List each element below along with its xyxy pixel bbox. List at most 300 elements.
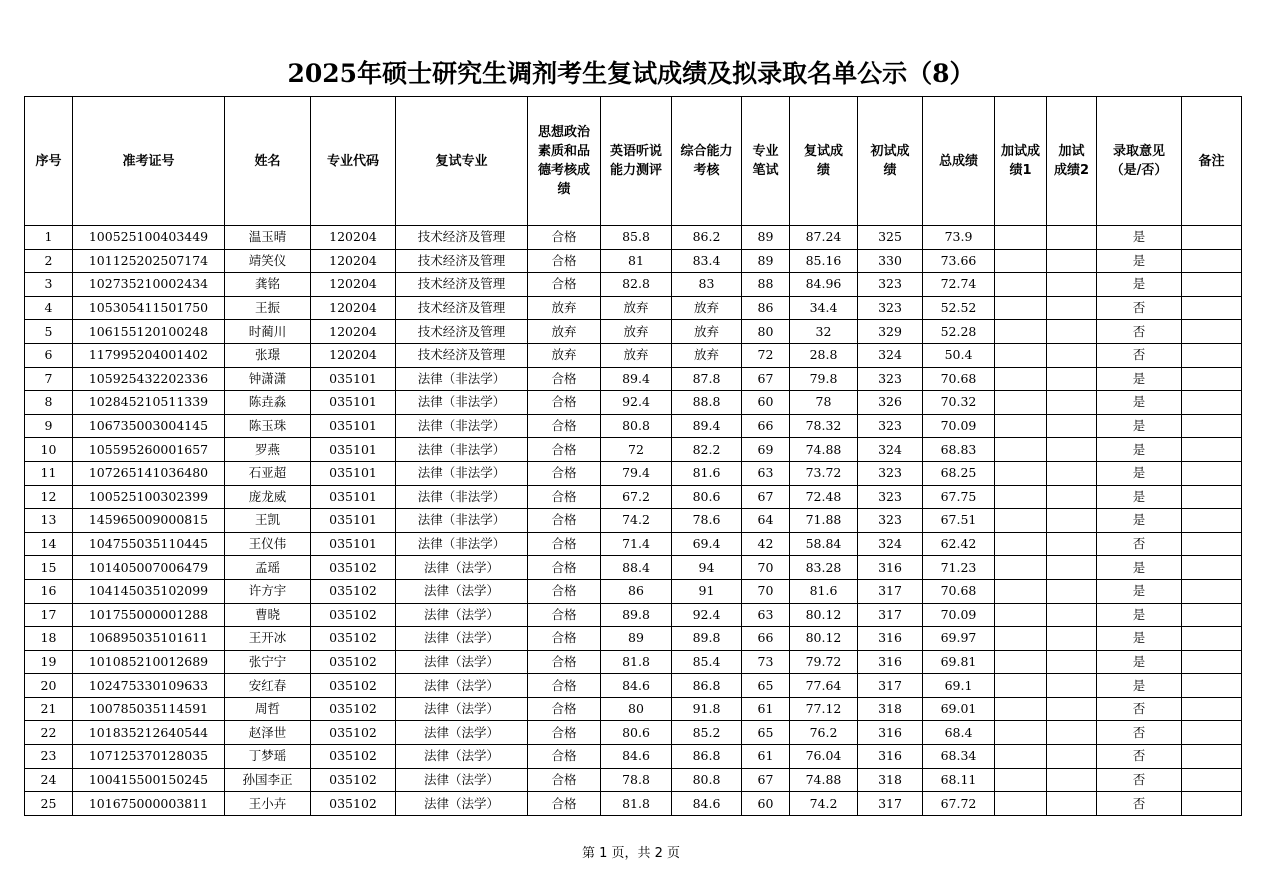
header-bonus2: 加试成绩2	[1047, 97, 1097, 226]
cell-ideology: 合格	[528, 367, 601, 391]
page-footer: 第 1 页，共 2 页	[581, 846, 681, 861]
cell-total: 67.51	[923, 509, 995, 533]
cell-english: 89.4	[601, 367, 672, 391]
table-row	[25, 532, 1242, 556]
cell-english: 80	[601, 697, 672, 721]
cell-remark	[1182, 627, 1242, 651]
cell-retest: 73.72	[790, 461, 858, 485]
cell-initial: 325	[858, 226, 923, 250]
cell-decision: 是	[1097, 438, 1182, 462]
cell-initial: 317	[858, 792, 923, 816]
cell-retest: 80.12	[790, 627, 858, 651]
cell-name: 钟潇潇	[225, 367, 311, 391]
cell-written: 89	[742, 249, 790, 273]
cell-exam-no: 106735003004145	[73, 414, 225, 438]
cell-bonus2	[1047, 697, 1097, 721]
cell-written: 64	[742, 509, 790, 533]
cell-comprehensive: 86.8	[672, 674, 742, 698]
cell-bonus2	[1047, 461, 1097, 485]
cell-major: 技术经济及管理	[396, 343, 528, 367]
cell-initial: 318	[858, 697, 923, 721]
cell-major: 技术经济及管理	[396, 226, 528, 250]
cell-initial: 323	[858, 414, 923, 438]
cell-major: 法律（法学）	[396, 697, 528, 721]
cell-major-code: 035101	[311, 438, 396, 462]
header-written: 专业笔试	[742, 97, 790, 226]
cell-total: 67.75	[923, 485, 995, 509]
cell-major-code: 035102	[311, 768, 396, 792]
cell-retest: 72.48	[790, 485, 858, 509]
cell-ideology: 合格	[528, 721, 601, 745]
cell-initial: 317	[858, 579, 923, 603]
cell-decision: 是	[1097, 391, 1182, 415]
cell-exam-no: 101835212640544	[73, 721, 225, 745]
cell-seq: 4	[25, 296, 73, 320]
cell-major: 法律（法学）	[396, 650, 528, 674]
cell-decision: 是	[1097, 650, 1182, 674]
cell-name: 王小卉	[225, 792, 311, 816]
table-row	[25, 414, 1242, 438]
cell-retest: 84.96	[790, 273, 858, 297]
cell-major-code: 035101	[311, 391, 396, 415]
cell-written: 73	[742, 650, 790, 674]
cell-major-code: 120204	[311, 273, 396, 297]
table-row	[25, 556, 1242, 580]
cell-comprehensive: 91	[672, 579, 742, 603]
cell-exam-no: 100415500150245	[73, 768, 225, 792]
cell-bonus2	[1047, 296, 1097, 320]
cell-bonus2	[1047, 532, 1097, 556]
cell-decision: 否	[1097, 697, 1182, 721]
cell-ideology: 合格	[528, 579, 601, 603]
header-ideology: 思想政治素质和品德考核成绩	[528, 97, 601, 226]
cell-retest: 85.16	[790, 249, 858, 273]
cell-bonus2	[1047, 509, 1097, 533]
cell-major: 法律（非法学）	[396, 391, 528, 415]
table-row	[25, 461, 1242, 485]
cell-exam-no: 100525100302399	[73, 485, 225, 509]
cell-major: 法律（非法学）	[396, 532, 528, 556]
cell-bonus2	[1047, 438, 1097, 462]
cell-seq: 7	[25, 367, 73, 391]
cell-written: 60	[742, 792, 790, 816]
cell-decision: 是	[1097, 461, 1182, 485]
cell-major-code: 035102	[311, 697, 396, 721]
cell-decision: 否	[1097, 343, 1182, 367]
cell-bonus2	[1047, 367, 1097, 391]
cell-bonus1	[995, 745, 1047, 769]
cell-remark	[1182, 509, 1242, 533]
cell-english: 放弃	[601, 296, 672, 320]
cell-major-code: 035101	[311, 509, 396, 533]
cell-major-code: 035102	[311, 627, 396, 651]
cell-written: 60	[742, 391, 790, 415]
cell-comprehensive: 放弃	[672, 320, 742, 344]
cell-retest: 34.4	[790, 296, 858, 320]
table-row	[25, 296, 1242, 320]
cell-bonus1	[995, 226, 1047, 250]
cell-major-code: 035102	[311, 792, 396, 816]
cell-remark	[1182, 650, 1242, 674]
cell-comprehensive: 94	[672, 556, 742, 580]
cell-english: 80.6	[601, 721, 672, 745]
cell-ideology: 放弃	[528, 343, 601, 367]
cell-decision: 是	[1097, 249, 1182, 273]
cell-written: 86	[742, 296, 790, 320]
cell-major: 法律（法学）	[396, 768, 528, 792]
cell-bonus1	[995, 249, 1047, 273]
cell-remark	[1182, 768, 1242, 792]
cell-bonus1	[995, 296, 1047, 320]
cell-bonus1	[995, 768, 1047, 792]
table-row	[25, 226, 1242, 250]
cell-initial: 316	[858, 745, 923, 769]
cell-seq: 12	[25, 485, 73, 509]
cell-name: 王凯	[225, 509, 311, 533]
cell-decision: 是	[1097, 579, 1182, 603]
cell-written: 63	[742, 603, 790, 627]
table-row	[25, 721, 1242, 745]
cell-initial: 317	[858, 603, 923, 627]
cell-bonus1	[995, 627, 1047, 651]
header-decision: 录取意见（是/否）	[1097, 97, 1182, 226]
cell-remark	[1182, 343, 1242, 367]
cell-bonus1	[995, 603, 1047, 627]
header-initial: 初试成绩	[858, 97, 923, 226]
cell-remark	[1182, 674, 1242, 698]
cell-exam-no: 117995204001402	[73, 343, 225, 367]
cell-bonus2	[1047, 485, 1097, 509]
cell-seq: 5	[25, 320, 73, 344]
header-retest: 复试成绩	[790, 97, 858, 226]
cell-total: 68.34	[923, 745, 995, 769]
cell-total: 70.09	[923, 603, 995, 627]
cell-major-code: 120204	[311, 296, 396, 320]
cell-remark	[1182, 320, 1242, 344]
cell-name: 石亚超	[225, 461, 311, 485]
cell-bonus2	[1047, 603, 1097, 627]
cell-total: 73.66	[923, 249, 995, 273]
cell-comprehensive: 87.8	[672, 367, 742, 391]
cell-english: 放弃	[601, 343, 672, 367]
cell-remark	[1182, 414, 1242, 438]
cell-total: 50.4	[923, 343, 995, 367]
cell-name: 温玉晴	[225, 226, 311, 250]
cell-comprehensive: 88.8	[672, 391, 742, 415]
cell-retest: 77.12	[790, 697, 858, 721]
cell-retest: 79.8	[790, 367, 858, 391]
cell-exam-no: 101755000001288	[73, 603, 225, 627]
cell-name: 陈垚淼	[225, 391, 311, 415]
cell-exam-no: 100525100403449	[73, 226, 225, 250]
cell-exam-no: 106155120100248	[73, 320, 225, 344]
cell-ideology: 合格	[528, 532, 601, 556]
cell-seq: 11	[25, 461, 73, 485]
cell-major: 技术经济及管理	[396, 296, 528, 320]
cell-remark	[1182, 745, 1242, 769]
cell-name: 王开冰	[225, 627, 311, 651]
cell-name: 许方宇	[225, 579, 311, 603]
cell-ideology: 合格	[528, 485, 601, 509]
cell-bonus2	[1047, 745, 1097, 769]
cell-name: 赵泽世	[225, 721, 311, 745]
cell-decision: 是	[1097, 674, 1182, 698]
cell-major: 法律（法学）	[396, 745, 528, 769]
cell-exam-no: 104145035102099	[73, 579, 225, 603]
cell-comprehensive: 86.2	[672, 226, 742, 250]
cell-initial: 326	[858, 391, 923, 415]
cell-initial: 316	[858, 721, 923, 745]
cell-decision: 是	[1097, 627, 1182, 651]
cell-bonus2	[1047, 627, 1097, 651]
cell-major-code: 035101	[311, 532, 396, 556]
cell-english: 74.2	[601, 509, 672, 533]
cell-remark	[1182, 721, 1242, 745]
cell-written: 42	[742, 532, 790, 556]
cell-comprehensive: 69.4	[672, 532, 742, 556]
cell-seq: 25	[25, 792, 73, 816]
cell-bonus1	[995, 579, 1047, 603]
cell-ideology: 合格	[528, 391, 601, 415]
cell-total: 68.4	[923, 721, 995, 745]
cell-retest: 74.2	[790, 792, 858, 816]
table-row	[25, 768, 1242, 792]
cell-seq: 16	[25, 579, 73, 603]
table-row	[25, 792, 1242, 816]
cell-retest: 77.64	[790, 674, 858, 698]
cell-total: 68.25	[923, 461, 995, 485]
cell-major: 法律（法学）	[396, 792, 528, 816]
cell-major: 法律（非法学）	[396, 509, 528, 533]
cell-major-code: 120204	[311, 343, 396, 367]
cell-major: 法律（非法学）	[396, 414, 528, 438]
cell-ideology: 合格	[528, 414, 601, 438]
cell-major-code: 120204	[311, 249, 396, 273]
cell-major-code: 035102	[311, 579, 396, 603]
cell-retest: 81.6	[790, 579, 858, 603]
cell-comprehensive: 放弃	[672, 296, 742, 320]
cell-retest: 76.2	[790, 721, 858, 745]
cell-comprehensive: 83.4	[672, 249, 742, 273]
cell-seq: 22	[25, 721, 73, 745]
cell-retest: 80.12	[790, 603, 858, 627]
cell-remark	[1182, 532, 1242, 556]
cell-initial: 316	[858, 556, 923, 580]
cell-decision: 是	[1097, 485, 1182, 509]
cell-english: 79.4	[601, 461, 672, 485]
table-row	[25, 627, 1242, 651]
cell-decision: 否	[1097, 296, 1182, 320]
cell-bonus1	[995, 320, 1047, 344]
cell-major-code: 035102	[311, 721, 396, 745]
cell-bonus2	[1047, 343, 1097, 367]
cell-initial: 316	[858, 627, 923, 651]
table-row	[25, 343, 1242, 367]
cell-english: 81.8	[601, 792, 672, 816]
cell-seq: 15	[25, 556, 73, 580]
cell-bonus1	[995, 485, 1047, 509]
cell-major-code: 035102	[311, 650, 396, 674]
cell-bonus1	[995, 792, 1047, 816]
cell-comprehensive: 91.8	[672, 697, 742, 721]
cell-name: 孙国李正	[225, 768, 311, 792]
cell-retest: 71.88	[790, 509, 858, 533]
cell-written: 65	[742, 674, 790, 698]
cell-seq: 13	[25, 509, 73, 533]
cell-seq: 24	[25, 768, 73, 792]
cell-total: 70.09	[923, 414, 995, 438]
cell-bonus2	[1047, 768, 1097, 792]
cell-written: 66	[742, 414, 790, 438]
cell-name: 张璟	[225, 343, 311, 367]
cell-major-code: 035101	[311, 414, 396, 438]
cell-comprehensive: 81.6	[672, 461, 742, 485]
cell-exam-no: 145965009000815	[73, 509, 225, 533]
cell-ideology: 合格	[528, 273, 601, 297]
table-row	[25, 579, 1242, 603]
cell-bonus2	[1047, 674, 1097, 698]
cell-initial: 317	[858, 674, 923, 698]
cell-remark	[1182, 556, 1242, 580]
cell-english: 81.8	[601, 650, 672, 674]
cell-english: 80.8	[601, 414, 672, 438]
cell-written: 67	[742, 485, 790, 509]
table-row	[25, 273, 1242, 297]
cell-name: 孟瑶	[225, 556, 311, 580]
cell-ideology: 合格	[528, 226, 601, 250]
cell-written: 89	[742, 226, 790, 250]
cell-remark	[1182, 792, 1242, 816]
cell-bonus1	[995, 674, 1047, 698]
cell-retest: 87.24	[790, 226, 858, 250]
header-name: 姓名	[225, 97, 311, 226]
cell-initial: 323	[858, 367, 923, 391]
cell-total: 70.68	[923, 367, 995, 391]
header-major-code: 专业代码	[311, 97, 396, 226]
cell-decision: 否	[1097, 745, 1182, 769]
cell-seq: 23	[25, 745, 73, 769]
cell-initial: 324	[858, 438, 923, 462]
cell-major-code: 035101	[311, 367, 396, 391]
cell-bonus1	[995, 343, 1047, 367]
cell-remark	[1182, 697, 1242, 721]
cell-name: 陈玉珠	[225, 414, 311, 438]
cell-remark	[1182, 249, 1242, 273]
cell-initial: 323	[858, 273, 923, 297]
table-row	[25, 650, 1242, 674]
cell-english: 84.6	[601, 674, 672, 698]
cell-comprehensive: 80.8	[672, 768, 742, 792]
cell-total: 72.74	[923, 273, 995, 297]
cell-seq: 20	[25, 674, 73, 698]
cell-major-code: 035102	[311, 603, 396, 627]
cell-written: 80	[742, 320, 790, 344]
cell-initial: 324	[858, 343, 923, 367]
cell-retest: 78.32	[790, 414, 858, 438]
cell-initial: 330	[858, 249, 923, 273]
cell-exam-no: 101085210012689	[73, 650, 225, 674]
cell-initial: 323	[858, 509, 923, 533]
cell-exam-no: 102735210002434	[73, 273, 225, 297]
cell-remark	[1182, 579, 1242, 603]
cell-written: 67	[742, 367, 790, 391]
cell-written: 69	[742, 438, 790, 462]
cell-seq: 17	[25, 603, 73, 627]
cell-exam-no: 102475330109633	[73, 674, 225, 698]
cell-comprehensive: 86.8	[672, 745, 742, 769]
cell-name: 王仪伟	[225, 532, 311, 556]
cell-english: 84.6	[601, 745, 672, 769]
cell-written: 61	[742, 745, 790, 769]
cell-remark	[1182, 391, 1242, 415]
cell-comprehensive: 82.2	[672, 438, 742, 462]
cell-ideology: 合格	[528, 509, 601, 533]
cell-initial: 329	[858, 320, 923, 344]
cell-name: 王振	[225, 296, 311, 320]
cell-initial: 324	[858, 532, 923, 556]
cell-exam-no: 104755035110445	[73, 532, 225, 556]
cell-ideology: 合格	[528, 461, 601, 485]
cell-major: 法律（法学）	[396, 556, 528, 580]
cell-total: 70.32	[923, 391, 995, 415]
cell-written: 65	[742, 721, 790, 745]
cell-remark	[1182, 461, 1242, 485]
cell-total: 69.01	[923, 697, 995, 721]
table-row	[25, 674, 1242, 698]
cell-ideology: 合格	[528, 745, 601, 769]
cell-decision: 否	[1097, 320, 1182, 344]
cell-bonus1	[995, 650, 1047, 674]
cell-retest: 74.88	[790, 438, 858, 462]
header-english: 英语听说能力测评	[601, 97, 672, 226]
cell-initial: 323	[858, 461, 923, 485]
cell-total: 69.97	[923, 627, 995, 651]
cell-comprehensive: 85.2	[672, 721, 742, 745]
cell-bonus2	[1047, 721, 1097, 745]
cell-bonus2	[1047, 650, 1097, 674]
cell-total: 62.42	[923, 532, 995, 556]
cell-major: 法律（法学）	[396, 579, 528, 603]
cell-exam-no: 105925432202336	[73, 367, 225, 391]
cell-decision: 否	[1097, 792, 1182, 816]
cell-initial: 323	[858, 296, 923, 320]
cell-comprehensive: 89.4	[672, 414, 742, 438]
cell-retest: 58.84	[790, 532, 858, 556]
cell-decision: 是	[1097, 603, 1182, 627]
cell-seq: 14	[25, 532, 73, 556]
cell-major: 法律（法学）	[396, 674, 528, 698]
cell-major: 法律（非法学）	[396, 438, 528, 462]
cell-total: 68.83	[923, 438, 995, 462]
cell-bonus1	[995, 367, 1047, 391]
cell-bonus2	[1047, 792, 1097, 816]
cell-written: 70	[742, 556, 790, 580]
cell-remark	[1182, 226, 1242, 250]
cell-ideology: 合格	[528, 438, 601, 462]
cell-ideology: 合格	[528, 650, 601, 674]
cell-decision: 否	[1097, 721, 1182, 745]
cell-total: 73.9	[923, 226, 995, 250]
cell-remark	[1182, 603, 1242, 627]
cell-seq: 8	[25, 391, 73, 415]
cell-seq: 2	[25, 249, 73, 273]
cell-total: 68.11	[923, 768, 995, 792]
cell-bonus2	[1047, 273, 1097, 297]
cell-exam-no: 100785035114591	[73, 697, 225, 721]
cell-exam-no: 105305411501750	[73, 296, 225, 320]
cell-major-code: 035102	[311, 556, 396, 580]
results-table	[24, 96, 1242, 816]
